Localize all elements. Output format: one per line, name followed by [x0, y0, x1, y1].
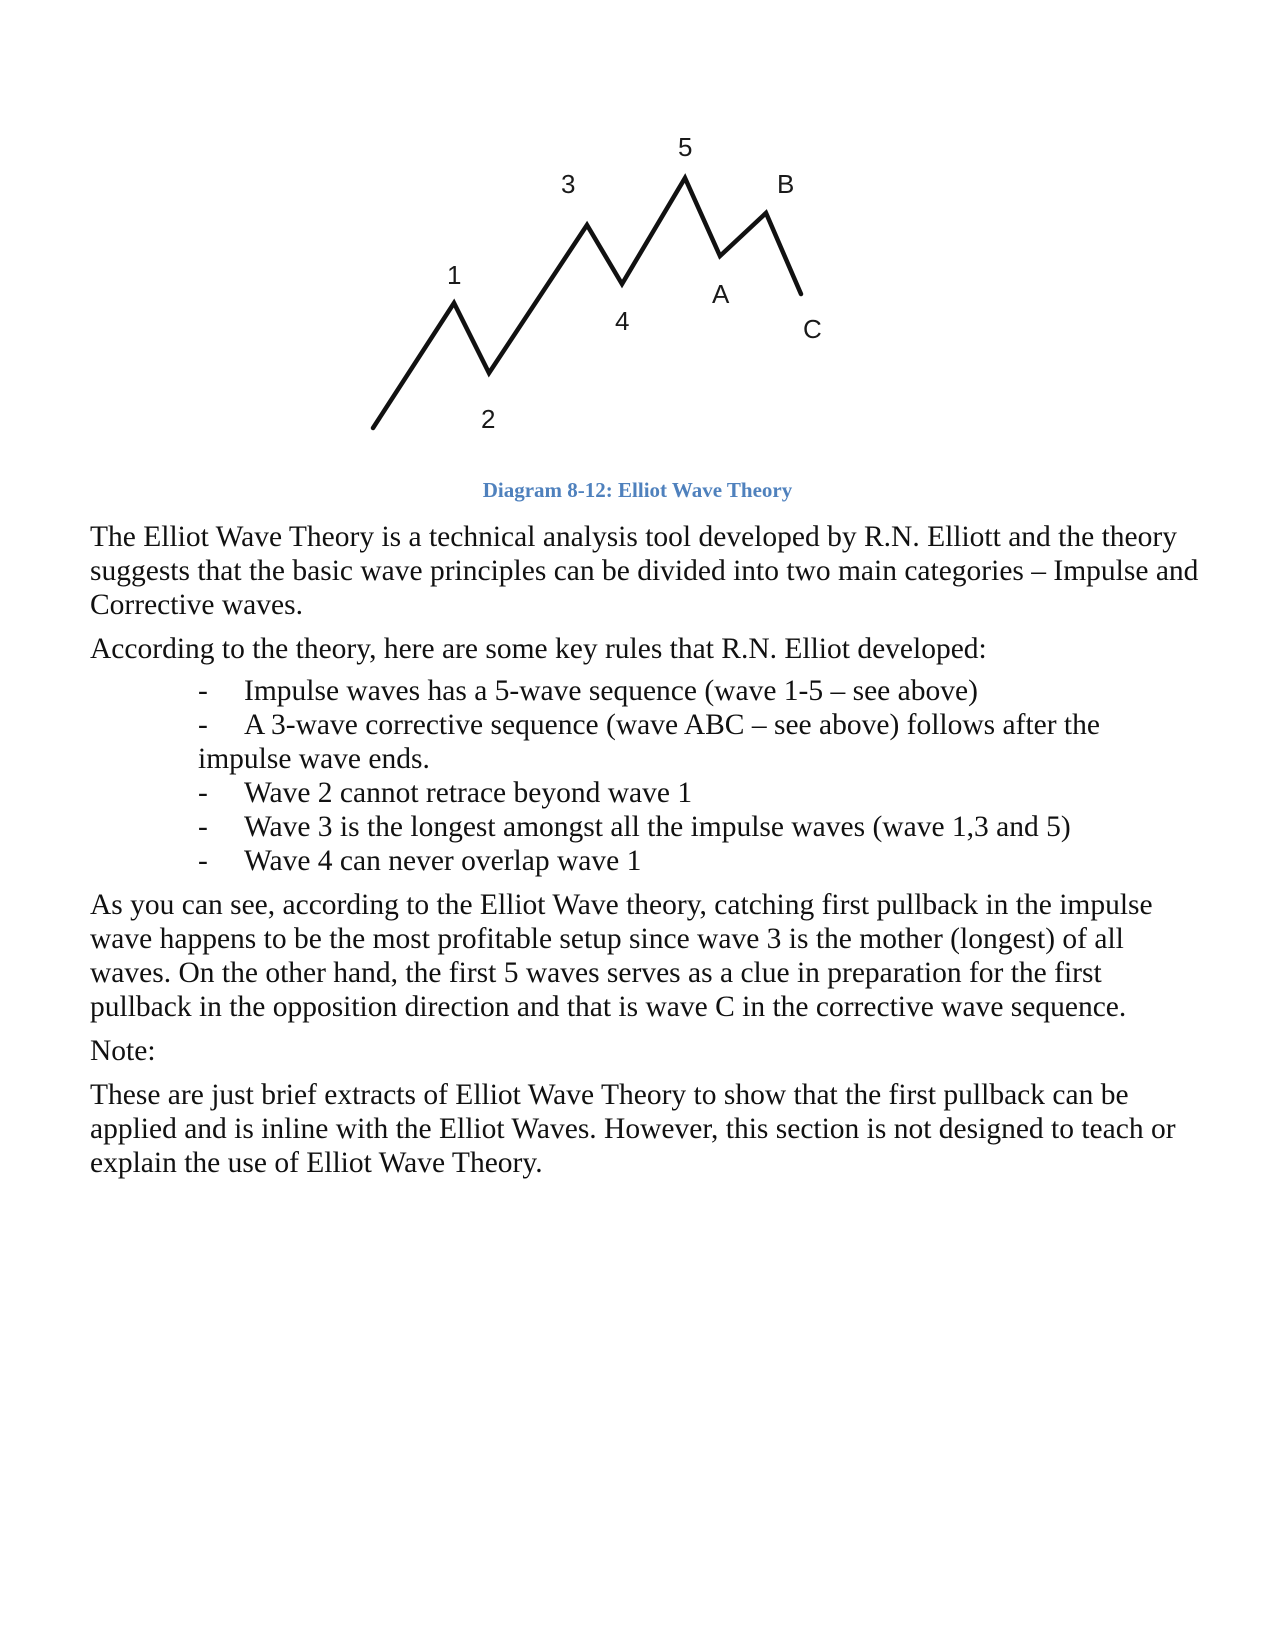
elliott-wave-diagram — [358, 98, 858, 460]
dash-bullet: - — [198, 675, 208, 707]
note-label: Note: — [90, 1035, 156, 1067]
rule-text: Wave 3 is the longest amongst all the impulse waves (wave 1,3 and 5) — [244, 811, 1071, 843]
diagram-caption: Diagram 8-12: Elliot Wave Theory — [482, 478, 793, 502]
page-content — [90, 520, 1200, 1180]
note-paragraph: These are just brief extracts of Elliot Wave Theory to show that the first pullback can be applied and is inline with the Elliot Waves. However, this section is not designed to teach or explain the use of Elliot Wave Theory. — [90, 1079, 1176, 1179]
rules-list — [90, 674, 1200, 878]
wave-label-2: 2 — [481, 404, 496, 434]
dash-bullet: - — [198, 709, 208, 741]
rule-text: A 3-wave corrective sequence (wave ABC – see above) follows after the impulse wave ends. — [198, 709, 1100, 775]
rule-item — [90, 810, 1200, 844]
wave-label-1: 1 — [447, 260, 462, 290]
dash-bullet: - — [198, 811, 208, 843]
rule-text: Wave 4 can never overlap wave 1 — [244, 845, 642, 877]
body-paragraph: As you can see, according to the Elliot Wave theory, catching first pullback in the impulse wave happens to be the most profitable setup since wave 3 is the mother (longest) of all waves. On the other hand, the first 5 waves serves as a clue in preparation for the first pullback in the opposition direction and that is wave C in the corrective wave sequence. — [90, 889, 1153, 1023]
rule-item — [90, 708, 1200, 776]
dash-bullet: - — [198, 777, 208, 809]
wave-label-5: 5 — [678, 132, 693, 162]
wave-label-a: A — [712, 279, 730, 309]
rule-item — [90, 776, 1200, 810]
wave-label-3: 3 — [561, 169, 576, 199]
wave-label-4: 4 — [615, 306, 630, 336]
elliott-wave-svg — [358, 98, 858, 460]
rule-item — [90, 674, 1200, 708]
intro-paragraph: The Elliot Wave Theory is a technical analysis tool developed by R.N. Elliott and the theory suggests that the basic wave principles can be divided into two main categories – Impulse and Corrective waves. — [90, 521, 1199, 621]
rules-intro-paragraph: According to the theory, here are some key rules that R.N. Elliot developed: — [90, 633, 987, 665]
rule-text: Wave 2 cannot retrace beyond wave 1 — [244, 777, 693, 809]
wave-label-c: C — [803, 314, 822, 344]
rule-text: Impulse waves has a 5-wave sequence (wave 1-5 – see above) — [244, 675, 978, 707]
wave-line — [373, 178, 801, 428]
rule-item — [90, 844, 1200, 878]
dash-bullet: - — [198, 845, 208, 877]
wave-label-b: B — [777, 169, 795, 199]
